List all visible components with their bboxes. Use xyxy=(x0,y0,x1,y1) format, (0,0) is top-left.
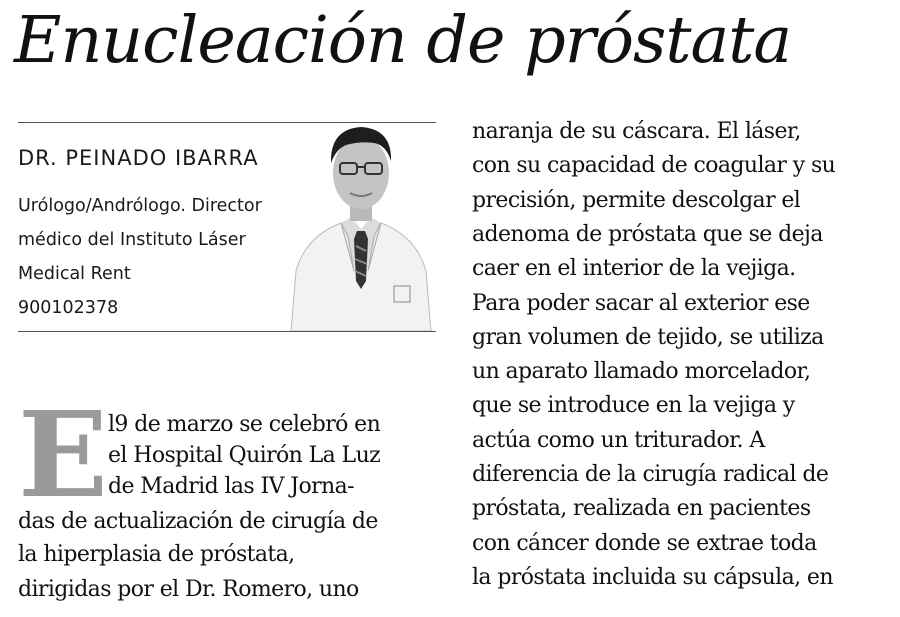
text-line: Para poder sacar al exterior ese xyxy=(472,290,810,316)
text-line: das de actualización de cirugía de xyxy=(18,509,378,534)
text-line: diferencia de la cirugía radical de xyxy=(472,462,829,487)
text-line: naranja de su cáscara. El láser, xyxy=(472,119,801,144)
text-line: la próstata incluida su cápsula, en xyxy=(472,564,833,590)
text-line: l9 de marzo se celebró en xyxy=(108,412,381,437)
author-title-line: Medical Rent xyxy=(18,264,131,284)
author-name: DR. PEINADO IBARRA xyxy=(18,146,259,170)
article-title: Enucleación de próstata xyxy=(14,3,792,78)
text-line: dirigidas por el Dr. Romero, uno xyxy=(18,577,359,602)
text-line: gran volumen de tejido, se utiliza xyxy=(472,324,824,350)
author-box xyxy=(18,122,436,332)
text-line: precisión, permite descolgar el xyxy=(472,187,801,213)
text-line: que se introduce en la vejiga y xyxy=(472,393,795,419)
text-line: con su capacidad de coagular y su xyxy=(472,153,836,179)
text-line: adenoma de próstata que se deja xyxy=(472,221,823,247)
text-line: la hiperplasia de próstata, xyxy=(18,542,295,567)
author-info xyxy=(18,143,318,325)
text-line: caer en el interior de la vejiga. xyxy=(472,256,796,282)
author-portrait xyxy=(286,111,436,331)
author-title-line: médico del Instituto Láser xyxy=(18,230,246,250)
text-line: actúa como un triturador. A xyxy=(472,427,765,453)
drop-cap: E xyxy=(18,385,108,524)
author-phone: 900102378 xyxy=(18,298,119,318)
author-title-line: Urólogo/Andrólogo. Director xyxy=(18,196,262,216)
text-line: un aparato llamado morcelador, xyxy=(472,359,811,385)
text-line: próstata, realizada en pacientes xyxy=(472,496,811,522)
text-line: el Hospital Quirón La Luz xyxy=(108,443,381,468)
text-line: con cáncer donde se extrae toda xyxy=(472,530,817,556)
text-line: de Madrid las IV Jorna- xyxy=(108,474,354,499)
